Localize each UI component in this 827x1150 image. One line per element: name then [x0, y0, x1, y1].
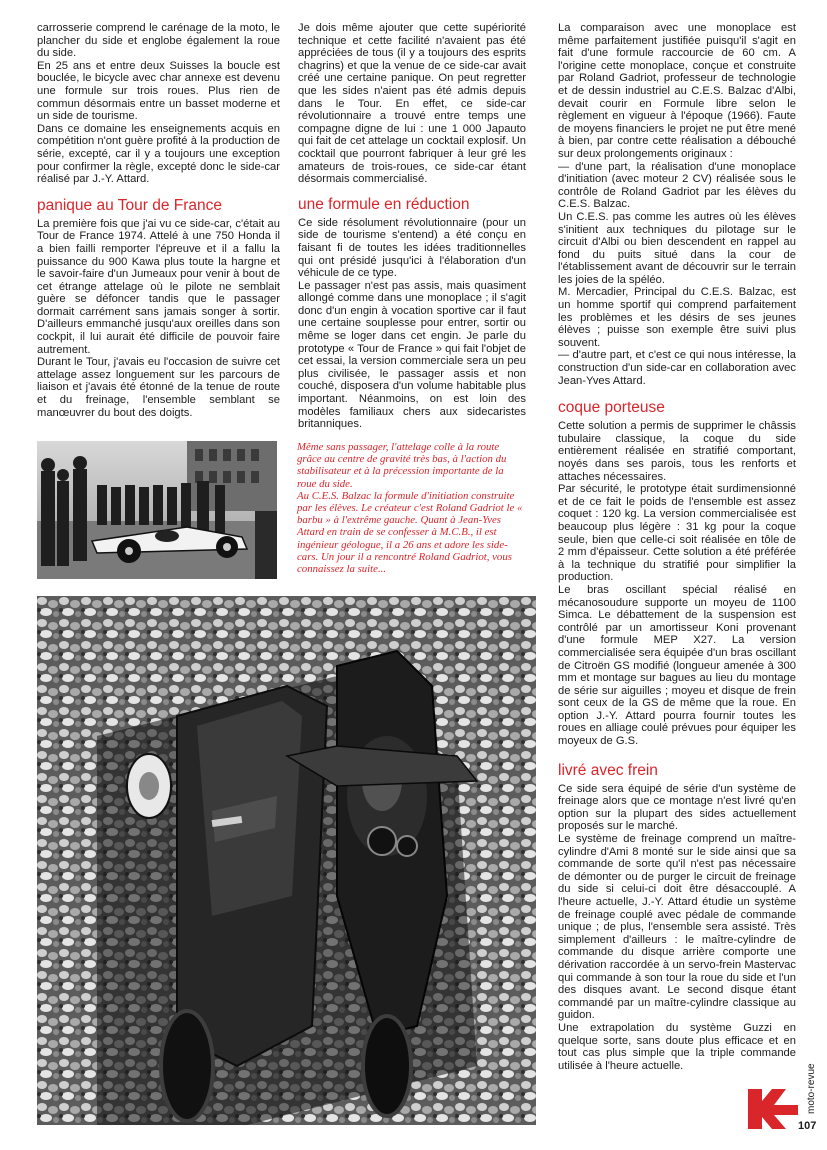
column-1-paragraph-2: La première fois que j'ai vu ce side-car, c'était au Tour de France 1974. Attelé à une 750 Honda il a bien failli remporter l'épreuve et il a fallu la puissance du 900 Kawa plus toute la hargne et le savoir-faire d'un Jumeaux pour venir à bout de cet étrange attelage où le pilote ne semblait guère se défoncer tandis que le passager dormait carrément sans jamais songer à sortir. D'ailleurs emmanché jusqu'aux oreilles dans son cockpit, il lui aurait été difficile de pouvoir faire autrement. Durant le Tour, j'avais eu l'occasion de suivre cet attelage assez longuement sur les parcours de liaison et j'avais été étonné de la tenue de route et du freinage, l'ensemble semblant se manœuvrer du bout des doigts.: [37, 217, 280, 419]
photo-monoplace-ces-balzac: [37, 441, 277, 579]
moto-revue-logo-icon: [744, 1085, 802, 1131]
photo-caption-text: Même sans passager, l'attelage colle à la route grâce au centre de gravité très bas, à l'action du stabilisateur et à la précession importante de la roue du side. Au C.E.S. Balzac la formule d'initiation construite par les élèves. Le créateur c'est Roland Gadriot le « barbu » à l'extrême gauche. Quant à Jean-Yves Attard en train de se confesser à M.C.B., il est ingénieur géologue, il a 26 ans et adore les side-cars. Un jour il a rencontré Roland Gadriot, vous connaissez la suite...: [297, 441, 523, 576]
column-2: [298, 22, 526, 431]
photo-sidecar-image: [37, 596, 536, 1125]
page-number: 107: [798, 1120, 817, 1132]
column-3-paragraph-3: Ce side sera équipé de série d'un système de freinage alors que ce montage n'est livré qu'en option sur la plupart des sides actuellement proposés sur le marché. Le système de freinage comprend un maître-cylindre d'Ami 8 monté sur le side ainsi que sa commande de sorte qu'il n'est pas nécessaire de démonter ou de purger le circuit de freinage du side si celui-ci doit être désaccouplé. A l'heure actuelle, J.-Y. Attard étudie un système de freinage couplé avec pédale de commande unique ; de plus, l'ensemble sera assisté. Très simplement d'ailleurs : le maître-cylindre de commande du disque arrière comporte une dérivation raccordée à un servo-frein Mastervac qui commande à son tour la roue du side et l'un des disques avant. Le second disque étant commandé par un maître-cylindre classique au guidon. Une extrapolation du système Guzzi en quelque sorte, sans doute plus efficace et en tout cas plus simple que la triple commande utilisée à l'heure actuelle.: [558, 782, 796, 1072]
column-3-paragraph-1: La comparaison avec une monoplace est même parfaitement justifiée puisqu'il s'agit en fait d'une formule raccourcie de 60 cm. A l'origine cette monoplace, conçue et construite par Roland Gadriot, professeur de technologie et de dessin industriel au C.E.S. Balzac d'Albi, devait courir en Formule libre selon le règlement en vigueur à l'époque (1966). Faute de moyens financiers le projet ne put être mené à bien, par contre cette réalisation a débouché sur deux prolongements originaux : — d'une part, la réalisation d'une monoplace d'initiation (avec moteur 2 CV) réalisée sous le contrôle de Roland Gadriot par les élèves du C.E.S. Balzac. Un C.E.S. pas comme les autres où les élèves s'initient aux techniques du pilotage sur le circuit d'Albi ou bien descendent en rappel au fond du puits situé dans la cour de l'établissement avant de découvrir sur le terrain les joies de la spéléo. M. Mercadier, Principal du C.E.S. Balzac, est un homme sportif qui comprend parfaitement les problèmes et les désirs de ses jeunes élèves ; puisse son exemple être suivi plus souvent. — d'autre part, et c'est ce qui nous intéresse, la construction d'un side-car en collaboration avec Jean-Yves Attard.: [558, 22, 796, 387]
column-2-paragraph-2: Ce side résolument révolutionnaire (pour un side de tourisme s'entend) a été conçu en faisant fi de toutes les idées traditionnelles qui ont présidé jusqu'ici à l'élaboration d'un véhicule de ce type. Le passager n'est pas assis, mais quasiment allongé comme dans une monoplace ; il s'agit donc d'un engin à vocation sportive car il faut une certaine souplesse pour entrer, sortir ou même se loger dans cet engin. Je parle du prototype « Tour de France » qui fait l'objet de cet essai, la version commerciale sera un peu plus civilisée, le passager assis et non couché, disposera d'un volume habitable plus important. Néanmoins, on est loin des modèles familiaux chers aux sidecaristes britanniques.: [298, 216, 526, 431]
section-heading-formule: une formule en réduction: [298, 195, 470, 213]
section-heading-coque: coque porteuse: [558, 399, 665, 417]
column-3-paragraph-2: Cette solution a permis de supprimer le châssis tubulaire classique, la coque du side entièrement réalisée en stratifié comportant, noyés dans ses parois, tous les renforts et attaches nécessaires. Par sécurité, le prototype était surdimensionné et de ce fait le poids de l'ensemble est assez coquet : 120 kg. La version commercialisée est beaucoup plus légère : 31 kg pour la coque seule, bien que celle-ci soit réalisée en tôle de 2 mm d'épaisseur. Cette solution a été préférée à la technique du stratifié pour simplifier la production. Le bras oscillant spécial réalisé en mécanosoudure supporte un moyeu de 1100 Simca. Le débattement de la suspension est contrôlé par un amortisseur Koni provenant d'une formule MEP X27. La version commercialisée sera équipée d'un bras oscillant de Citroën GS modifié (longueur amenée à 300 mm et montage sur bagues au lieu du montage de série sur aiguilles ; moyeu et disque de frein sont ceux de la GS de même que la roue. En option J.-Y. Attard pourra fournir toutes les roues en alliage coulé prévues pour équiper les moyeux de G.S.: [558, 420, 796, 748]
column-3: [558, 22, 796, 1072]
column-2-paragraph-1: Je dois même ajouter que cette supériorité technique et cette facilité n'avaient pas été appréciées de tous (il y a toujours des esprits chagrins) et que la venue de ce side-car avait créé une certaine panique. On peut regretter que les sides n'aient pas été admis depuis dans le Tour. En effet, ce side-car révolutionnaire a trouvé entre temps une compagne digne de lui : une 1 000 Japauto qui fait de cet attelage un cocktail explosif. Un cocktail que pourront fabriquer à leur gré les amateurs de trois-roues, ce side-car étant désormais commercialisé.: [298, 22, 526, 186]
photo-sidecar-gravel: [37, 596, 536, 1125]
section-heading-panique: panique au Tour de France: [37, 196, 222, 214]
column-1: [37, 22, 280, 419]
photo-monoplace-image: [37, 441, 277, 579]
section-heading-frein: livré avec frein: [558, 761, 658, 779]
column-1-paragraph-1: carrosserie comprend le carénage de la moto, le plancher du side et englobe également la roue du side. En 25 ans et entre deux Suisses la boucle est bouclée, le bicycle avec char annexe est devenu une formule sur trois roues. Plus rien de commun désormais entre un basset moderne et un side de tourisme. Dans ce domaine les enseignements acquis en compétition n'ont guère profité à la production de série, excepté, car il y a toujours une exception pour confirmer la règle, excepté donc le side-car réalisé par J.-Y. Attard.: [37, 22, 280, 186]
magazine-name: moto-revue: [806, 1063, 817, 1114]
photo-caption: [297, 441, 525, 575]
